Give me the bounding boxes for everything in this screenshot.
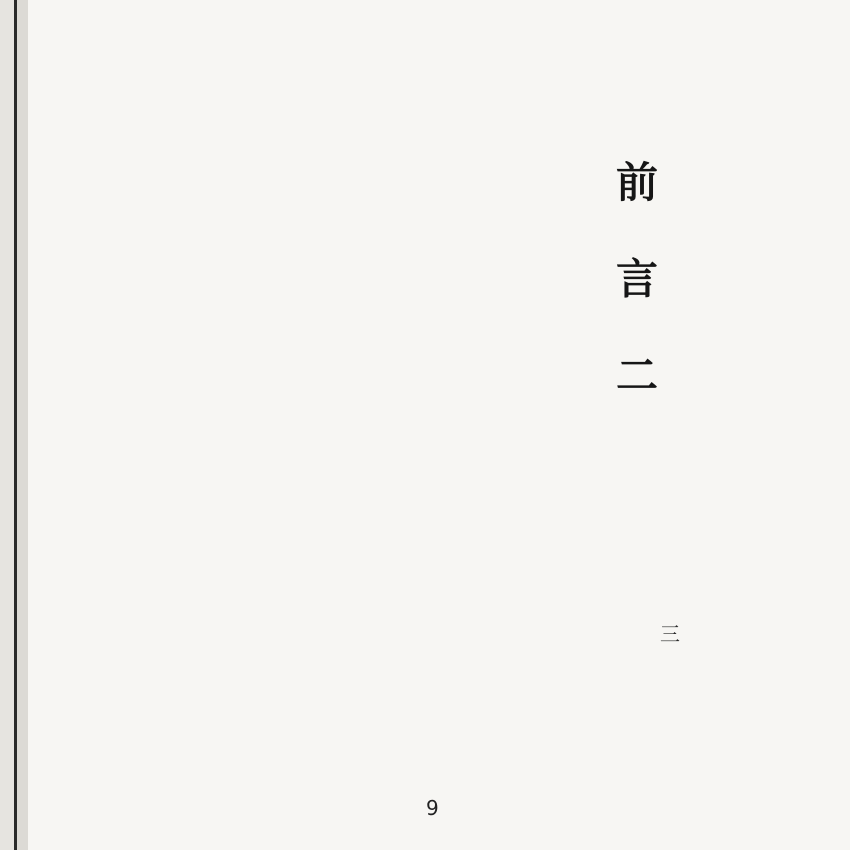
page-number: 9 xyxy=(426,796,439,820)
text-column xyxy=(436,80,458,760)
body-text xyxy=(204,80,634,760)
text-column xyxy=(568,80,590,760)
text-column xyxy=(282,80,304,760)
page-edge-line xyxy=(14,0,17,850)
text-column xyxy=(480,80,502,760)
chapter-title: 前 言 二 xyxy=(610,160,659,416)
text-column xyxy=(370,80,392,760)
text-column xyxy=(502,80,524,760)
text-column xyxy=(524,80,546,760)
text-column xyxy=(260,80,282,760)
text-column xyxy=(612,80,634,760)
text-column xyxy=(304,80,326,760)
text-column xyxy=(326,80,348,760)
text-column xyxy=(414,80,436,760)
text-column xyxy=(216,80,238,760)
text-column xyxy=(590,80,612,760)
text-column xyxy=(546,80,568,760)
document-page xyxy=(14,0,850,850)
text-column xyxy=(392,80,414,760)
text-column xyxy=(458,80,480,760)
margin-mark: 三 xyxy=(660,622,680,646)
text-column xyxy=(238,80,260,760)
text-column xyxy=(348,80,370,760)
